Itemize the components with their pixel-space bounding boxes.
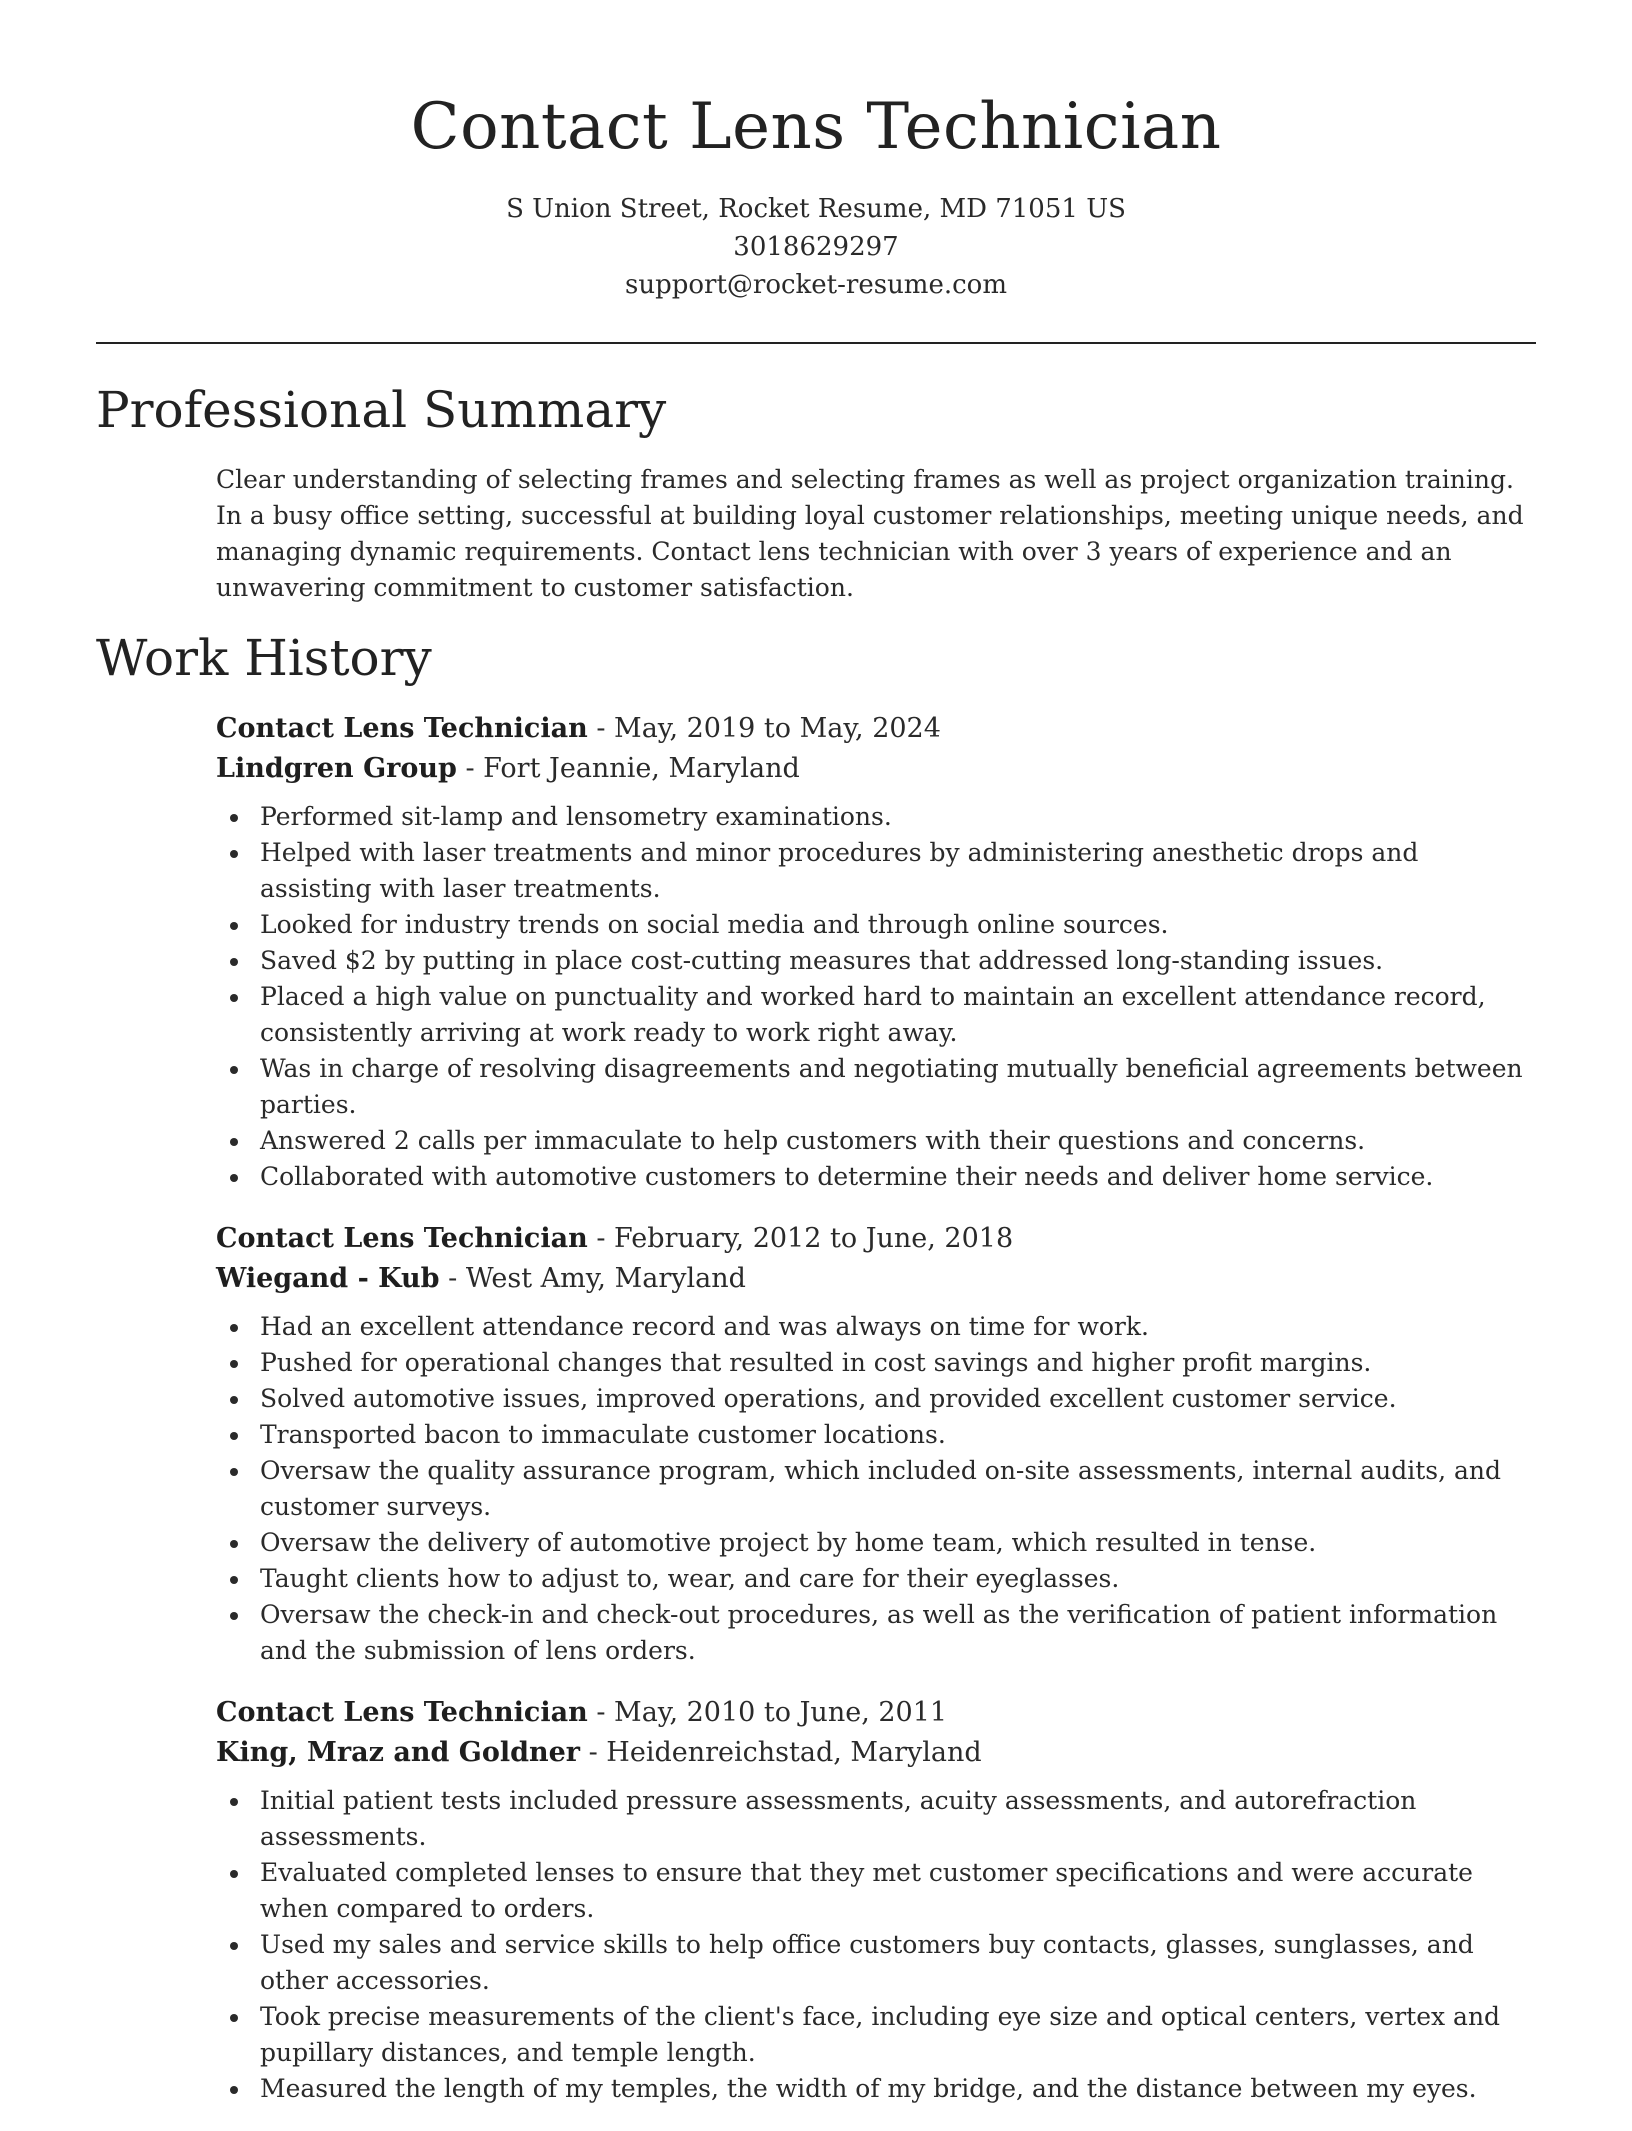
candidate-name: Contact Lens Technician bbox=[410, 90, 1222, 164]
work-history-heading: Work History bbox=[96, 629, 432, 687]
job-location: - Fort Jeannie, Maryland bbox=[456, 753, 800, 784]
job-bullets bbox=[216, 799, 1536, 1195]
job-dates: - May, 2010 to June, 2011 bbox=[587, 1697, 948, 1728]
header-divider bbox=[96, 342, 1536, 344]
job-title-line bbox=[216, 709, 1536, 749]
job-title-line bbox=[216, 1219, 1536, 1259]
list-item: Looked for industry trends on social media and through online sources. bbox=[260, 907, 1536, 943]
phone-line: 3018629297 bbox=[733, 232, 899, 262]
list-item: Measured the length of my temples, the width of my bridge, and the distance between my eyes. bbox=[260, 2071, 1536, 2107]
list-item: Transported bacon to immaculate customer locations. bbox=[260, 1417, 1536, 1453]
job-title: Contact Lens Technician bbox=[216, 1223, 588, 1254]
list-item: Was in charge of resolving disagreements and negotiating mutually beneficial agreements between parties. bbox=[260, 1051, 1536, 1123]
list-item: Saved $2 by putting in place cost-cutting measures that addressed long-standing issues. bbox=[260, 943, 1536, 979]
job-bullets bbox=[216, 1309, 1536, 1669]
address-line: S Union Street, Rocket Resume, MD 71051 US bbox=[506, 194, 1126, 224]
job-company-line bbox=[216, 1733, 1536, 1773]
contact-info bbox=[0, 190, 1632, 304]
list-item: Collaborated with automotive customers to determine their needs and deliver home service. bbox=[260, 1159, 1536, 1195]
list-item: Helped with laser treatments and minor procedures by administering anesthetic drops and assisting with laser treatments. bbox=[260, 835, 1536, 907]
list-item: Oversaw the check-in and check-out procedures, as well as the verification of patient information and the submission of lens orders. bbox=[260, 1597, 1536, 1669]
job-title-line bbox=[216, 1693, 1536, 1733]
summary-heading: Professional Summary bbox=[96, 381, 667, 439]
job-dates: - February, 2012 to June, 2018 bbox=[587, 1223, 1014, 1254]
job-location: - Heidenreichstad, Maryland bbox=[580, 1737, 982, 1768]
job-company: Wiegand - Kub bbox=[216, 1263, 440, 1294]
list-item: Oversaw the delivery of automotive project by home team, which resulted in tense. bbox=[260, 1525, 1536, 1561]
list-item: Answered 2 calls per immaculate to help customers with their questions and concerns. bbox=[260, 1123, 1536, 1159]
job-location: - West Amy, Maryland bbox=[439, 1263, 746, 1294]
list-item: Performed sit-lamp and lensometry examinations. bbox=[260, 799, 1536, 835]
list-item: Took precise measurements of the client's face, including eye size and optical centers, vertex and pupillary distances, and temple length. bbox=[260, 1999, 1536, 2071]
job-entry bbox=[216, 709, 1536, 1195]
job-title: Contact Lens Technician bbox=[216, 1697, 588, 1728]
job-company-line bbox=[216, 749, 1536, 789]
job-title: Contact Lens Technician bbox=[216, 713, 588, 744]
list-item: Oversaw the quality assurance program, which included on-site assessments, internal audits, and customer surveys. bbox=[260, 1453, 1536, 1525]
summary-text: Clear understanding of selecting frames and selecting frames as well as project organization training. In a busy office setting, successful at building loyal customer relationships, meeting unique needs, and managing dynamic requirements. Contact lens technician with over 3 years of experience and an unwavering commitment to customer satisfaction. bbox=[216, 465, 1524, 602]
job-entry bbox=[216, 1219, 1536, 1669]
list-item: Evaluated completed lenses to ensure that they met customer specifications and were accurate when compared to orders. bbox=[260, 1855, 1536, 1927]
list-item: Taught clients how to adjust to, wear, and care for their eyeglasses. bbox=[260, 1561, 1536, 1597]
job-company: King, Mraz and Goldner bbox=[216, 1737, 581, 1768]
list-item: Pushed for operational changes that resulted in cost savings and higher profit margins. bbox=[260, 1345, 1536, 1381]
email-line: support@rocket-resume.com bbox=[624, 270, 1007, 300]
job-company-line bbox=[216, 1259, 1536, 1299]
job-bullets bbox=[216, 1783, 1536, 2107]
list-item: Used my sales and service skills to help office customers buy contacts, glasses, sunglasses, and other accessories. bbox=[260, 1927, 1536, 1999]
list-item: Placed a high value on punctuality and worked hard to maintain an excellent attendance record, consistently arriving at work ready to work right away. bbox=[260, 979, 1536, 1051]
resume-header bbox=[0, 82, 1632, 304]
job-dates: - May, 2019 to May, 2024 bbox=[587, 713, 941, 744]
list-item: Had an excellent attendance record and was always on time for work. bbox=[260, 1309, 1536, 1345]
job-entry bbox=[216, 1693, 1536, 2107]
job-company: Lindgren Group bbox=[216, 753, 457, 784]
list-item: Initial patient tests included pressure assessments, acuity assessments, and autorefraction assessments. bbox=[260, 1783, 1536, 1855]
work-history-list bbox=[216, 709, 1536, 2131]
list-item: Solved automotive issues, improved operations, and provided excellent customer service. bbox=[260, 1381, 1536, 1417]
